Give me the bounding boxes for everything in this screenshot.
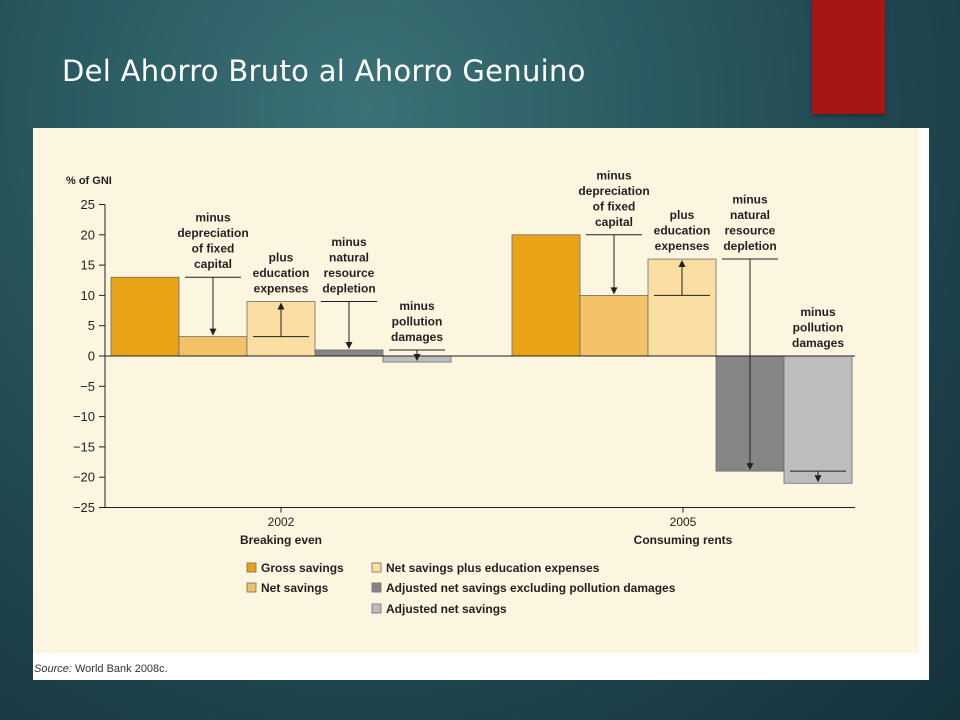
bar-chart	[33, 128, 919, 653]
change-arrow-head	[611, 287, 618, 294]
bar-annotation: pollution	[792, 320, 844, 335]
y-axis-label: % of GNI	[66, 175, 112, 187]
y-tick-label: 20	[80, 227, 95, 243]
chart-panel	[33, 128, 919, 653]
bar-annotation: damages	[791, 336, 845, 350]
bar-annotation: expenses	[253, 281, 309, 296]
source-label: Source:	[34, 663, 72, 675]
legend-swatch	[372, 583, 381, 592]
bar-annotation: plus	[669, 208, 695, 223]
bar-annotation: minus	[399, 298, 435, 313]
bar-annotation: damages	[390, 329, 444, 344]
group-year-label: 2002	[267, 515, 295, 529]
bar	[179, 337, 247, 356]
bar-annotation: capital	[594, 214, 634, 229]
bar-annotation: depreciation	[578, 183, 650, 198]
bar	[512, 235, 580, 356]
bar-annotation: minus	[732, 192, 768, 207]
slide-title: Del Ahorro Bruto al Ahorro Genuino	[62, 54, 586, 88]
group-year-label: 2005	[669, 515, 697, 529]
source-note	[34, 663, 168, 675]
legend-swatch	[247, 583, 256, 592]
y-tick-label: −5	[80, 378, 95, 394]
y-tick-label: 10	[80, 287, 95, 303]
bar	[315, 350, 383, 356]
y-tick-label: −10	[72, 409, 95, 425]
bar	[580, 295, 648, 356]
change-arrow-head	[210, 329, 217, 336]
y-tick-label: −25	[72, 500, 95, 515]
bar-annotation: of fixed	[592, 199, 636, 214]
y-tick-label: 15	[80, 257, 95, 273]
chart-figure	[33, 128, 929, 680]
legend-swatch	[247, 563, 256, 572]
bar-annotation: education	[653, 223, 711, 238]
y-tick-label: −20	[72, 469, 95, 485]
bar-annotation: depletion	[322, 281, 376, 296]
bar-annotation: minus	[596, 168, 632, 183]
legend-label: Net savings	[261, 581, 329, 595]
bar-annotation: minus	[800, 305, 836, 319]
bar-annotation: of fixed	[191, 241, 235, 256]
legend-label: Gross savings	[261, 561, 344, 575]
bar-annotation: depletion	[723, 239, 777, 254]
y-tick-label: −15	[72, 439, 95, 455]
change-arrow-head	[346, 342, 353, 349]
legend-label: Adjusted net savings	[386, 602, 507, 616]
group-subtitle: Consuming rents	[633, 533, 733, 547]
y-tick-label: 0	[87, 348, 95, 364]
y-tick-label: 5	[87, 318, 95, 334]
y-tick-label: 25	[80, 197, 95, 212]
bar-annotation: resource	[724, 223, 776, 238]
bar-annotation: minus	[195, 210, 231, 225]
accent-bar	[812, 0, 885, 114]
source-text: World Bank 2008c.	[74, 663, 168, 675]
bar-annotation: natural	[328, 250, 370, 265]
bar-annotation: pollution	[391, 314, 443, 329]
bar-annotation: natural	[729, 208, 771, 223]
bar-annotation: minus	[331, 234, 367, 249]
legend-swatch	[372, 563, 381, 572]
bar	[111, 277, 179, 356]
bar-annotation: capital	[193, 257, 233, 272]
bar	[784, 356, 852, 483]
bar-annotation: expenses	[654, 239, 710, 254]
bar-annotation: depreciation	[177, 226, 249, 241]
group-subtitle: Breaking even	[239, 533, 323, 547]
legend-label: Adjusted net savings excluding pollution damages	[386, 581, 676, 595]
legend-label: Net savings plus education expenses	[386, 561, 600, 575]
bar-annotation: plus	[268, 250, 294, 265]
bar-annotation: resource	[323, 265, 375, 280]
legend-swatch	[372, 604, 381, 613]
bar-annotation: education	[252, 265, 310, 280]
